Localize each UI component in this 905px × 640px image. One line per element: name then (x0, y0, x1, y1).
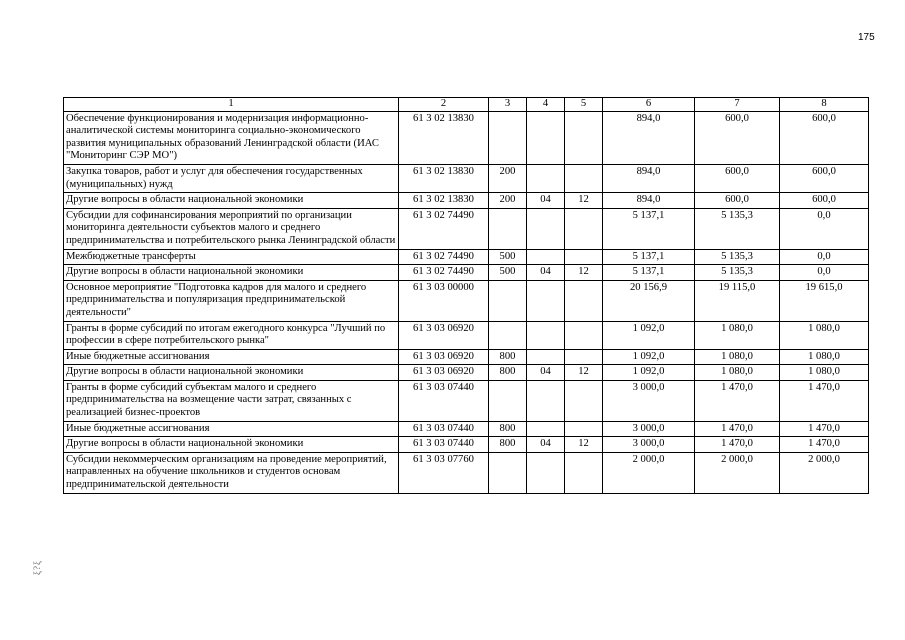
section-cell: 04 (527, 365, 565, 381)
amount-col8-cell: 1 470,0 (780, 421, 869, 437)
amount-col7-cell: 1 080,0 (695, 365, 780, 381)
item-name-cell: Субсидии для софинансирования мероприятий по организации мониторинга деятельности субъектов малого и среднего предпринимательства и потребительского рынка Ленинградской области (64, 208, 399, 249)
item-name-cell: Иные бюджетные ассигнования (64, 349, 399, 365)
expense-type-cell (489, 208, 527, 249)
column-header: 7 (695, 98, 780, 112)
amount-col8-cell: 1 470,0 (780, 380, 869, 421)
item-name-cell: Гранты в форме субсидий субъектам малого и среднего предпринимательства на возмещение части затрат, связанных с реализацией бизнес-проектов (64, 380, 399, 421)
amount-col6-cell: 5 137,1 (603, 208, 695, 249)
classification-code-cell: 61 3 03 07440 (399, 421, 489, 437)
subsection-cell (565, 421, 603, 437)
section-cell (527, 380, 565, 421)
expense-type-cell (489, 380, 527, 421)
margin-mark: ξ?ξ (32, 560, 42, 576)
classification-code-cell: 61 3 02 13830 (399, 111, 489, 164)
table-body (64, 98, 869, 494)
amount-col6-cell: 2 000,0 (603, 452, 695, 493)
amount-col6-cell: 894,0 (603, 193, 695, 209)
item-name-cell: Обеспечение функционирования и модернизация информационно-аналитической системы мониторинга социально-экономического развития муниципальных образований Ленинградской области (ИАС "Мониторинг СЭР МО") (64, 111, 399, 164)
table-row (64, 452, 869, 493)
item-name-cell: Гранты в форме субсидий по итогам ежегодного конкурса "Лучший по профессии в сфере потребительского рынка" (64, 321, 399, 349)
classification-code-cell: 61 3 02 13830 (399, 164, 489, 192)
amount-col6-cell: 1 092,0 (603, 349, 695, 365)
amount-col8-cell: 600,0 (780, 193, 869, 209)
item-name-cell: Межбюджетные трансферты (64, 249, 399, 265)
section-cell (527, 349, 565, 365)
item-name-cell: Другие вопросы в области национальной экономики (64, 365, 399, 381)
subsection-cell (565, 380, 603, 421)
classification-code-cell: 61 3 02 13830 (399, 193, 489, 209)
classification-code-cell: 61 3 03 07760 (399, 452, 489, 493)
item-name-cell: Другие вопросы в области национальной экономики (64, 437, 399, 453)
classification-code-cell: 61 3 03 06920 (399, 365, 489, 381)
subsection-cell: 12 (565, 365, 603, 381)
subsection-cell (565, 208, 603, 249)
section-cell (527, 280, 565, 321)
amount-col8-cell: 1 470,0 (780, 437, 869, 453)
table-row (64, 265, 869, 281)
column-header: 6 (603, 98, 695, 112)
table-row (64, 208, 869, 249)
amount-col8-cell: 2 000,0 (780, 452, 869, 493)
expense-type-cell: 800 (489, 349, 527, 365)
amount-col8-cell: 600,0 (780, 111, 869, 164)
column-header: 3 (489, 98, 527, 112)
table-row (64, 111, 869, 164)
amount-col6-cell: 3 000,0 (603, 421, 695, 437)
column-number-row (64, 98, 869, 112)
subsection-cell (565, 349, 603, 365)
section-cell (527, 111, 565, 164)
classification-code-cell: 61 3 03 07440 (399, 437, 489, 453)
amount-col8-cell: 0,0 (780, 265, 869, 281)
expense-type-cell (489, 280, 527, 321)
subsection-cell: 12 (565, 437, 603, 453)
table-row (64, 380, 869, 421)
amount-col7-cell: 600,0 (695, 193, 780, 209)
amount-col6-cell: 5 137,1 (603, 265, 695, 281)
section-cell: 04 (527, 193, 565, 209)
page-number: 175 (858, 32, 875, 43)
subsection-cell (565, 452, 603, 493)
amount-col8-cell: 1 080,0 (780, 365, 869, 381)
subsection-cell: 12 (565, 193, 603, 209)
expense-type-cell (489, 321, 527, 349)
subsection-cell (565, 164, 603, 192)
budget-table (63, 97, 869, 494)
amount-col7-cell: 19 115,0 (695, 280, 780, 321)
table-row (64, 321, 869, 349)
amount-col6-cell: 894,0 (603, 111, 695, 164)
classification-code-cell: 61 3 03 06920 (399, 321, 489, 349)
amount-col6-cell: 5 137,1 (603, 249, 695, 265)
classification-code-cell: 61 3 03 00000 (399, 280, 489, 321)
amount-col6-cell: 20 156,9 (603, 280, 695, 321)
item-name-cell: Иные бюджетные ассигнования (64, 421, 399, 437)
item-name-cell: Субсидии некоммерческим организациям на проведение мероприятий, направленных на обучение школьников и студентов основам предпринимательской деятельности (64, 452, 399, 493)
column-header: 2 (399, 98, 489, 112)
classification-code-cell: 61 3 02 74490 (399, 265, 489, 281)
amount-col6-cell: 1 092,0 (603, 365, 695, 381)
amount-col7-cell: 1 470,0 (695, 380, 780, 421)
subsection-cell (565, 111, 603, 164)
table-row (64, 280, 869, 321)
classification-code-cell: 61 3 03 07440 (399, 380, 489, 421)
table-row (64, 421, 869, 437)
column-header: 5 (565, 98, 603, 112)
classification-code-cell: 61 3 02 74490 (399, 208, 489, 249)
amount-col8-cell: 19 615,0 (780, 280, 869, 321)
amount-col8-cell: 0,0 (780, 208, 869, 249)
amount-col7-cell: 5 135,3 (695, 208, 780, 249)
table-row (64, 164, 869, 192)
classification-code-cell: 61 3 03 06920 (399, 349, 489, 365)
amount-col7-cell: 600,0 (695, 111, 780, 164)
section-cell: 04 (527, 437, 565, 453)
amount-col7-cell: 1 470,0 (695, 437, 780, 453)
item-name-cell: Другие вопросы в области национальной экономики (64, 265, 399, 281)
amount-col6-cell: 3 000,0 (603, 437, 695, 453)
expense-type-cell: 500 (489, 265, 527, 281)
amount-col8-cell: 1 080,0 (780, 321, 869, 349)
amount-col7-cell: 600,0 (695, 164, 780, 192)
expense-type-cell: 500 (489, 249, 527, 265)
subsection-cell (565, 249, 603, 265)
section-cell (527, 421, 565, 437)
expense-type-cell: 200 (489, 193, 527, 209)
expense-type-cell: 200 (489, 164, 527, 192)
amount-col8-cell: 0,0 (780, 249, 869, 265)
table-row (64, 437, 869, 453)
section-cell (527, 208, 565, 249)
amount-col7-cell: 1 470,0 (695, 421, 780, 437)
amount-col6-cell: 3 000,0 (603, 380, 695, 421)
section-cell (527, 452, 565, 493)
section-cell (527, 321, 565, 349)
subsection-cell: 12 (565, 265, 603, 281)
amount-col7-cell: 1 080,0 (695, 321, 780, 349)
item-name-cell: Основное мероприятие "Подготовка кадров для малого и среднего предпринимательства и популяризация предпринимательской деятельности" (64, 280, 399, 321)
subsection-cell (565, 280, 603, 321)
table-row (64, 365, 869, 381)
amount-col6-cell: 894,0 (603, 164, 695, 192)
section-cell (527, 249, 565, 265)
column-header: 4 (527, 98, 565, 112)
amount-col7-cell: 1 080,0 (695, 349, 780, 365)
item-name-cell: Другие вопросы в области национальной экономики (64, 193, 399, 209)
amount-col7-cell: 5 135,3 (695, 249, 780, 265)
expense-type-cell: 800 (489, 437, 527, 453)
section-cell (527, 164, 565, 192)
expense-type-cell: 800 (489, 365, 527, 381)
expense-type-cell (489, 452, 527, 493)
amount-col8-cell: 1 080,0 (780, 349, 869, 365)
table-row (64, 249, 869, 265)
expense-type-cell: 800 (489, 421, 527, 437)
column-header: 8 (780, 98, 869, 112)
column-header: 1 (64, 98, 399, 112)
amount-col7-cell: 2 000,0 (695, 452, 780, 493)
table-row (64, 349, 869, 365)
subsection-cell (565, 321, 603, 349)
amount-col8-cell: 600,0 (780, 164, 869, 192)
table-row (64, 193, 869, 209)
section-cell: 04 (527, 265, 565, 281)
classification-code-cell: 61 3 02 74490 (399, 249, 489, 265)
expense-type-cell (489, 111, 527, 164)
item-name-cell: Закупка товаров, работ и услуг для обеспечения государственных (муниципальных) нужд (64, 164, 399, 192)
amount-col6-cell: 1 092,0 (603, 321, 695, 349)
amount-col7-cell: 5 135,3 (695, 265, 780, 281)
